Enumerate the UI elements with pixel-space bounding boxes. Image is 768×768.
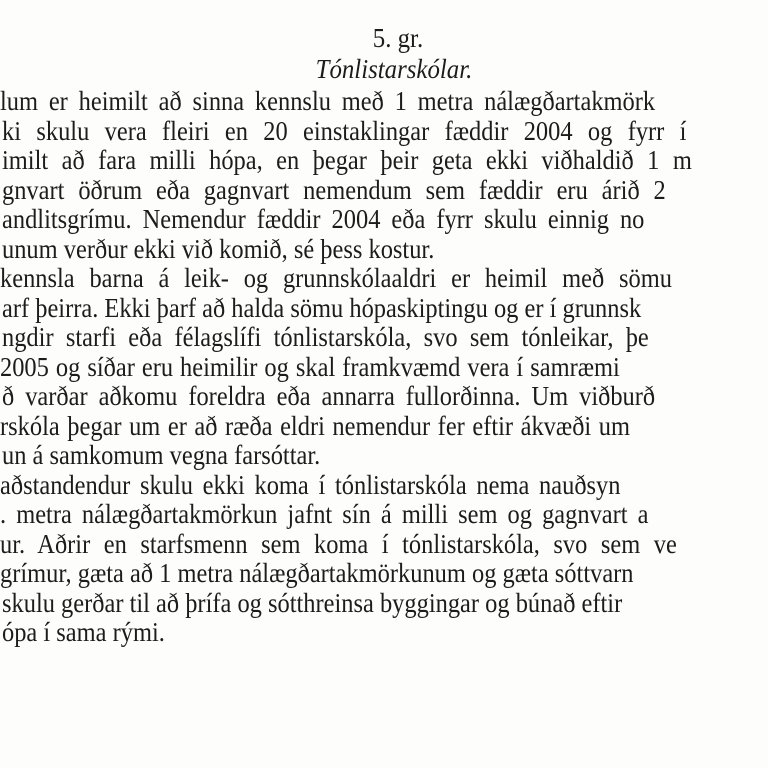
body-line: unum verður ekki við komið, sé þess kostur. bbox=[2, 234, 435, 264]
body-line: 2005 og síðar eru heimilir og skal framkvæmd vera í samræmi bbox=[0, 352, 620, 382]
body-line: gnvart öðrum eða gagnvart nemendum sem fæddir eru árið 2 bbox=[2, 175, 666, 205]
article-title: Tónlistarskólar. bbox=[315, 54, 473, 84]
body-line: ópa í sama rými. bbox=[2, 617, 165, 647]
body-line: kennsla barna á leik- og grunnskólaaldri er heimil með sömu bbox=[0, 263, 672, 293]
body-line: aðstandendur skulu ekki koma í tónlistarskóla nema nauðsyn bbox=[0, 470, 621, 500]
body-line: un á samkomum vegna farsóttar. bbox=[2, 440, 321, 470]
body-line: rskóla þegar um er að ræða eldri nemendur fer eftir ákvæði um bbox=[0, 411, 630, 441]
body-line: ngdir starfi eða félagslífi tónlistarskóla, svo sem tónleikar, þe bbox=[2, 322, 649, 352]
article-number: 5. gr. bbox=[372, 23, 424, 53]
body-line: ð varðar aðkomu foreldra eða annarra fullorðinna. Um viðburð bbox=[2, 381, 656, 411]
body-line: ur. Aðrir en starfsmenn sem koma í tónlistarskóla, svo sem ve bbox=[0, 529, 677, 559]
body-line: arf þeirra. Ekki þarf að halda sömu hópaskiptingu og er í grunnsk bbox=[2, 293, 642, 323]
body-line: ki skulu vera fleiri en 20 einstaklingar fæddir 2004 og fyrr í bbox=[2, 116, 687, 146]
body-line: . metra nálægðartakmörkun jafnt sín á milli sem og gagnvart a bbox=[0, 499, 649, 529]
body-line: andlitsgrímu. Nemendur fæddir 2004 eða fyrr skulu einnig no bbox=[2, 204, 645, 234]
body-line: skulu gerðar til að þrífa og sótthreinsa byggingar og búnað eftir bbox=[2, 588, 623, 618]
body-line: imilt að fara milli hópa, en þegar þeir geta ekki viðhaldið 1 m bbox=[2, 145, 692, 175]
body-line: lum er heimilt að sinna kennslu með 1 metra nálægðartakmörk bbox=[0, 86, 656, 116]
body-line: grímur, gæta að 1 metra nálægðartakmörkunum og gæta sóttvarn bbox=[0, 558, 634, 588]
